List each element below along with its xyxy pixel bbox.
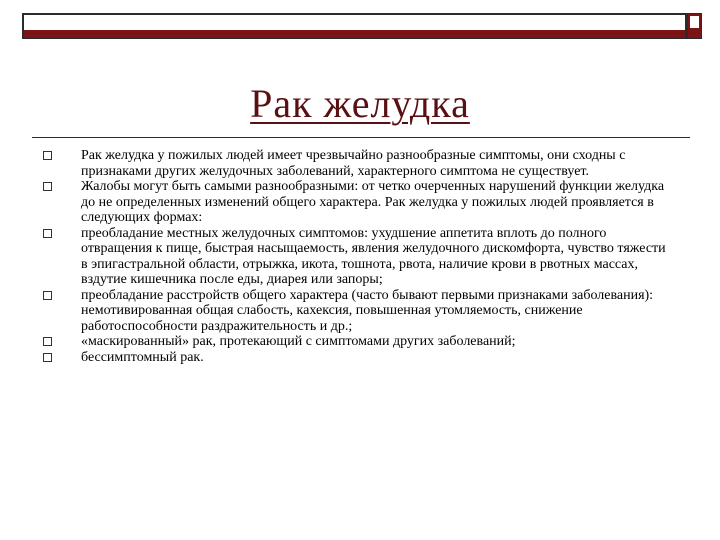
list-item-text: Рак желудка у пожилых людей имеет чрезвычайно разнообразные симптомы, они сходны с признаками других желудочных заболеваний, характерного симптома не существует. <box>81 148 626 179</box>
list-item-text: преобладание местных желудочных симптомов: ухудшение аппетита вплоть до полного отвращения к пище, быстрая насыщаемость, явления желудочного дискомфорта, чувство тяжести в эпигастральной области, отрыжка, икота, тошнота, рвота, наличие крови в рвотных массах, вздутие кишечника после еды, диарея или запоры; <box>81 225 666 287</box>
list-item-text: Жалобы могут быть самыми разнообразными: от четко очерченных нарушений функции желудка до не определенных изменений общего характера. Рак желудка у пожилых людей проявляется в следующих формах: <box>81 179 665 225</box>
list-item-text: «маскированный» рак, протекающий с симптомами других заболеваний; <box>81 334 516 349</box>
hollow-square-bullet-icon <box>43 229 52 238</box>
list-item <box>40 350 670 366</box>
hollow-square-bullet-icon <box>43 182 52 191</box>
header-decoration-bar <box>22 13 687 39</box>
list-item <box>40 288 670 335</box>
hollow-square-bullet-icon <box>43 353 52 362</box>
list-item <box>40 148 670 179</box>
title-divider <box>32 137 690 138</box>
corner-decoration-box <box>687 13 702 39</box>
list-item <box>40 334 670 350</box>
hollow-square-bullet-icon <box>43 337 52 346</box>
bullet-list <box>40 148 670 365</box>
list-item <box>40 226 670 288</box>
list-item-text: преобладание расстройств общего характера (часто бывают первыми признаками заболевания): немотивированная общая слабость, кахексия, повышенная утомляемость, снижение работоспособности раздражительность и др.; <box>81 287 654 334</box>
list-item <box>40 179 670 226</box>
hollow-square-bullet-icon <box>43 151 52 160</box>
slide-title <box>0 80 720 127</box>
hollow-square-bullet-icon <box>43 291 52 300</box>
slide-title-text: Рак желудка <box>250 81 470 126</box>
list-item-text: бессимптомный рак. <box>81 349 204 365</box>
